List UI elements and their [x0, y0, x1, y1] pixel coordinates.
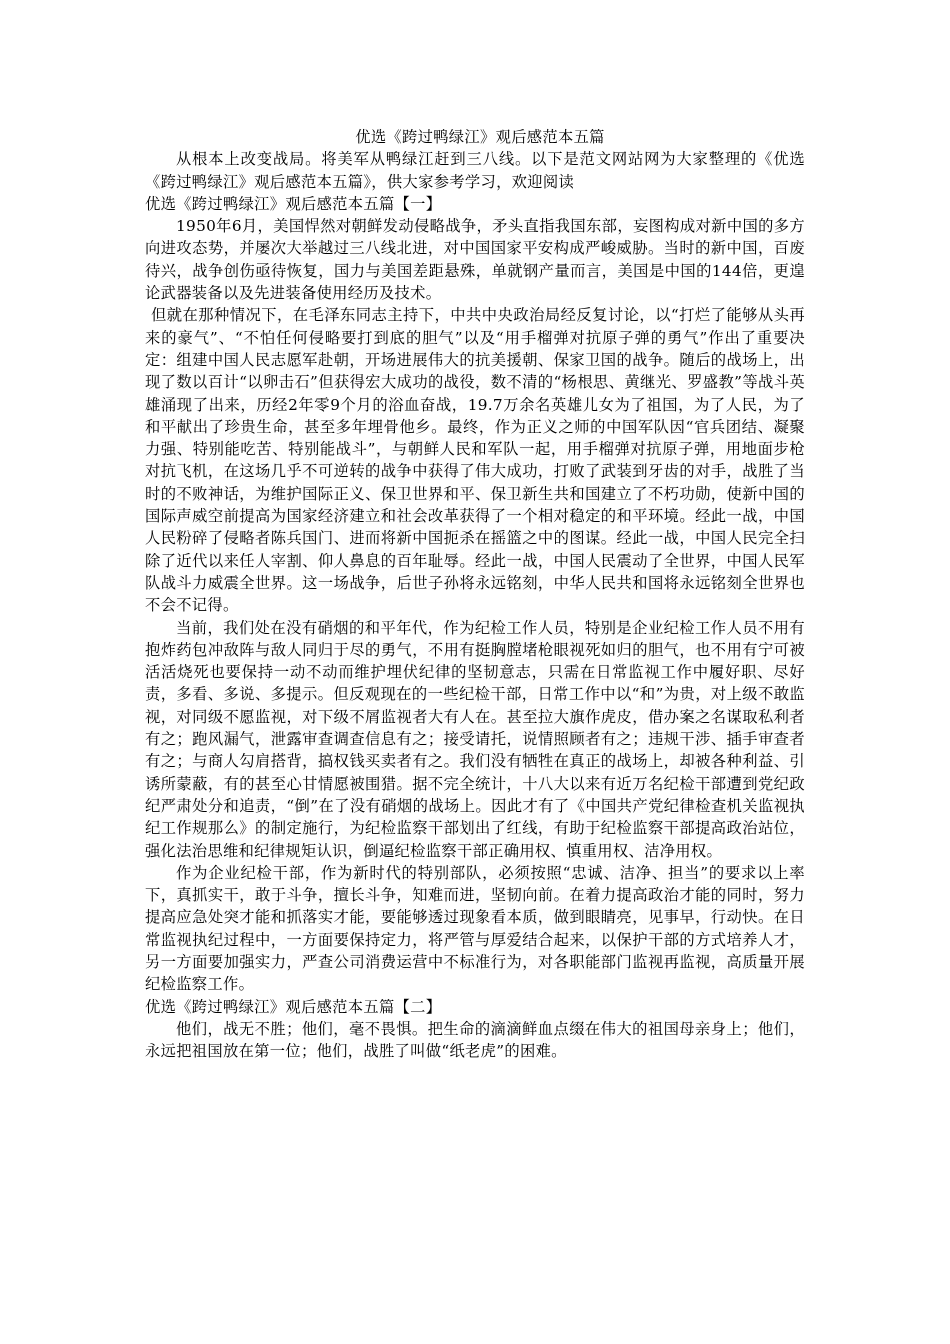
section-1-paragraph-2: 但就在那种情况下，在毛泽东同志主持下，中共中央政治局经反复讨论，以“打烂了能够从头再来的豪气”、“不怕任何侵略要打到底的胆气”以及“用手榴弹对抗原子弹的勇气”作出了重要决定：组建中国人民志愿军赴朝，开场进展伟大的抗美援朝、保家卫国的战争。随后的战场上，出现了数以百计“以卵击石”但获得宏大成功的战役，数不清的“杨根思、黄继光、罗盛教”等战斗英雄涌现了出来，历经2年零9个月的浴血奋战，19.7万余名英雄儿女为了祖国，为了人民，为了和平献出了珍贵生命，甚至多年埋骨他乡。最终，作为正义之师的中国军队因“官兵团结、凝聚力强、特别能吃苦、特别能战斗”，与朝鲜人民和军队一起，用手榴弹对抗原子弹，用地面步枪对抗飞机，在这场几乎不可逆转的战争中获得了伟大成功，打败了武装到牙齿的对手，战胜了当时的不败神话，为维护国际正义、保卫世界和平、保卫新生共和国建立了不朽功勋，使新中国的国际声威空前提高为国家经济建立和社会改革获得了一个相对稳定的和平环境。经此一战，中国人民粉碎了侵略者陈兵国门、进而将新中国扼杀在摇篮之中的图谋。经此一战，中国人民完全扫除了近代以来任人宰割、仰人鼻息的百年耻辱。经此一战，中国人民震动了全世界，中国人民军队战斗力威震全世界。这一场战争，后世子孙将永远铭刻，中华人民共和国将永远铭刻全世界也不会不记得。	[145, 306, 805, 615]
intro-paragraph: 从根本上改变战局。将美军从鸭绿江赶到三八线。以下是范文网站网为大家整理的《优选《跨过鸭绿江》观后感范本五篇》，供大家参考学习，欢迎阅读	[145, 150, 805, 191]
section-1-paragraph-3: 当前，我们处在没有硝烟的和平年代，作为纪检工作人员，特别是企业纪检工作人员不用有抱炸药包冲敌阵与敌人同归于尽的勇气，不用有挺胸膛堵枪眼视死如归的胆气，也不用有宁可被活活烧死也要保持一动不动而维护埋伏纪律的坚韧意志，只需在日常监视工作中履好职、尽好责，多看、多说、多提示。但反观现在的一些纪检干部，日常工作中以“和”为贵，对上级不敢监视，对同级不愿监视，对下级不屑监视者大有人在。甚至拉大旗作虎皮，借办案之名谋取私利者有之；跑风漏气，泄露审查调查信息有之；接受请托，说情照顾者有之；违规干涉、插手审查者有之；与商人勾肩搭背，搞权钱买卖者有之。我们没有牺牲在真正的战场上，却被各种利益、引诱所蒙蔽，有的甚至心甘情愿被围猎。据不完全统计，十八大以来有近万名纪检干部遭到党纪政纪严肃处分和追责，“倒”在了没有硝烟的战场上。因此才有了《中国共产党纪律检查机关监视执纪工作规那么》的制定施行，为纪检监察干部划出了红线，有助于纪检监察干部提高政治站位，强化法治思维和纪律规矩认识，倒逼纪检监察干部正确用权、慎重用权、洁净用权。	[145, 618, 805, 860]
document-body	[145, 126, 805, 1062]
document-title: 优选《跨过鸭绿江》观后感范本五篇	[355, 128, 605, 146]
section-1-paragraph-1: 1950年6月，美国悍然对朝鲜发动侵略战争，矛头直指我国东部，妄图构成对新中国的多方向进攻态势，并屡次大举越过三八线北进，对中国国家平安构成严峻威胁。当时的新中国，百废待兴，战争创伤亟待恢复，国力与美国差距悬殊，单就钢产量而言，美国是中国的144倍，更遑论武器装备以及先进装备使用经历及技术。	[145, 217, 805, 303]
section-1-paragraph-4: 作为企业纪检干部，作为新时代的特别部队，必须按照“忠诚、洁净、担当”的要求以上率下，真抓实干，敢于斗争，擅长斗争，知难而进，坚韧向前。在着力提高政治才能的同时，努力提高应急处突才能和抓落实才能，要能够透过现象看本质，做到眼睛亮，见事早，行动快。在日常监视执纪过程中，一方面要保持定力，将严管与厚爱结合起来，以保护干部的方式培养人才，另一方面要加强实力，严查公司消费运营中不标准行为，对各职能部门监视再监视，高质量开展纪检监察工作。	[145, 863, 805, 994]
section-2-heading: 优选《跨过鸭绿江》观后感范本五篇【二】	[145, 997, 442, 1016]
section-2-paragraph-1: 他们，战无不胜；他们，毫不畏惧。把生命的滴滴鲜血点缀在伟大的祖国母亲身上；他们，永远把祖国放在第一位；他们，战胜了叫做“纸老虎”的困难。	[145, 1019, 805, 1061]
section-1-heading: 优选《跨过鸭绿江》观后感范本五篇【一】	[145, 194, 442, 213]
